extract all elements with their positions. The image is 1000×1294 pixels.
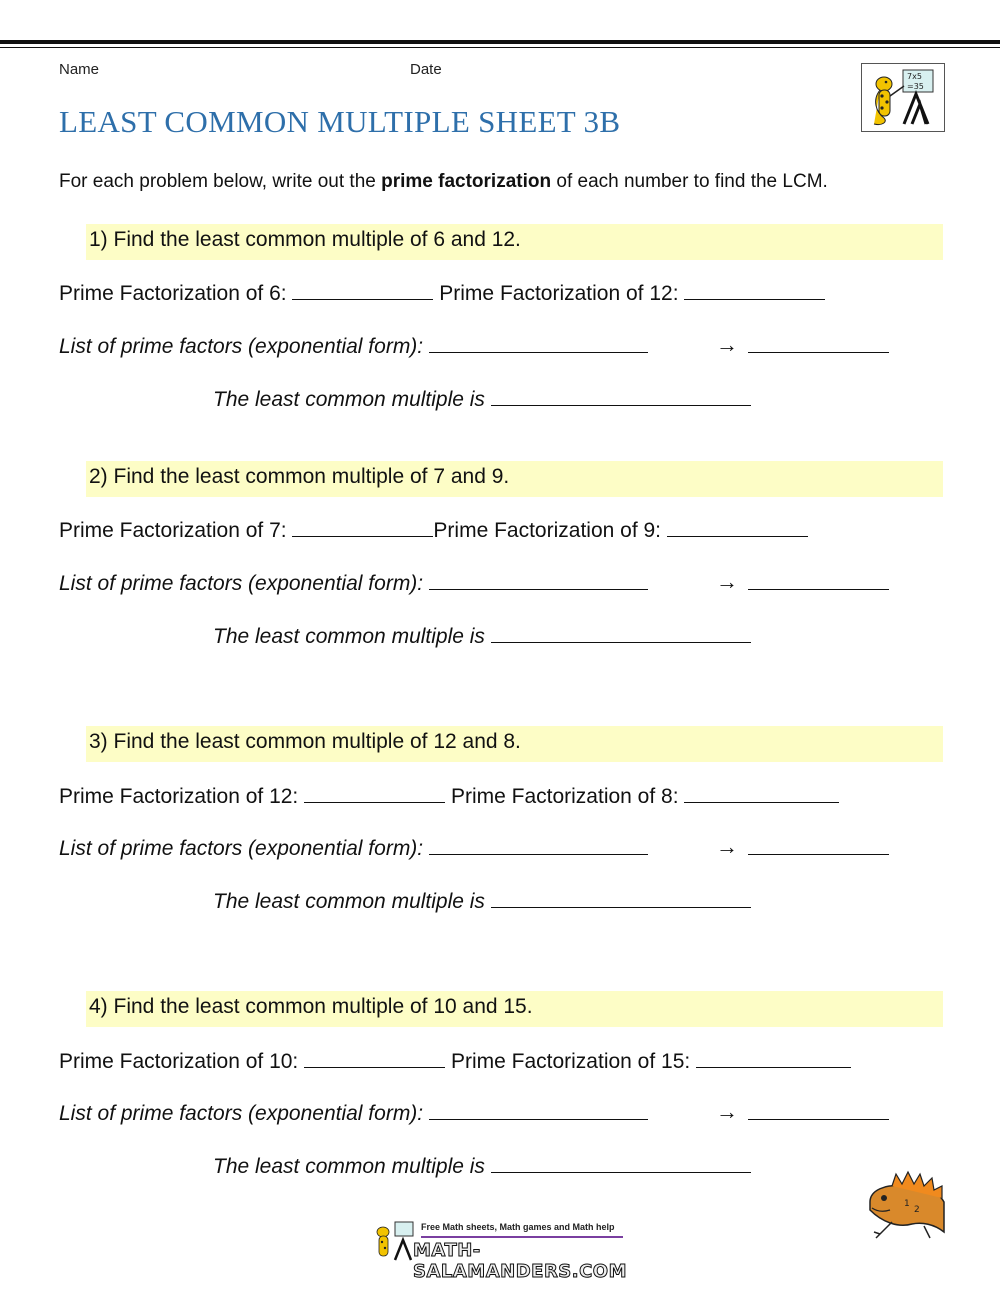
footer-logo[interactable] — [373, 1218, 628, 1282]
answer-blank[interactable] — [429, 334, 648, 353]
svg-text:7x5: 7x5 — [907, 72, 922, 81]
answer-blank[interactable] — [491, 889, 751, 908]
salamander-logo — [861, 63, 945, 132]
prime-factorization-row: Prime Factorization of 6: Prime Factorization of 12: — [59, 281, 825, 306]
prime-list-row: List of prime factors (exponential form): — [59, 571, 648, 596]
answer-blank[interactable] — [748, 1101, 889, 1120]
svg-text:=35: =35 — [907, 82, 924, 91]
answer-blank[interactable] — [748, 334, 889, 353]
prime-factorization-row: Prime Factorization of 12: Prime Factorization of 8: — [59, 784, 839, 809]
lizard-icon — [862, 1162, 946, 1242]
lcm-row: The least common multiple is — [213, 889, 751, 914]
answer-blank[interactable] — [429, 571, 648, 590]
answer-blank[interactable] — [748, 836, 889, 855]
header-rule-thick — [0, 40, 1000, 44]
answer-blank[interactable] — [429, 836, 648, 855]
prime-list-row: List of prime factors (exponential form): — [59, 1101, 648, 1126]
lcm-row: The least common multiple is — [213, 624, 751, 649]
arrow-icon: → — [716, 332, 738, 357]
answer-blank[interactable] — [684, 281, 825, 300]
arrow-icon: → — [716, 569, 738, 594]
answer-blank[interactable] — [667, 518, 808, 537]
answer-blank[interactable] — [491, 624, 751, 643]
answer-blank-wrap — [748, 571, 889, 596]
date-label: Date — [410, 61, 442, 78]
question-text: 2) Find the least common multiple of 7 and 9. — [89, 465, 510, 488]
answer-blank[interactable] — [696, 1049, 851, 1068]
question-text: 1) Find the least common multiple of 6 and 12. — [89, 228, 521, 251]
question-text: 4) Find the least common multiple of 10 and 15. — [89, 995, 533, 1018]
prime-factorization-row: Prime Factorization of 10: Prime Factorization of 15: — [59, 1049, 851, 1074]
svg-text:2: 2 — [914, 1205, 920, 1215]
lcm-row: The least common multiple is — [213, 387, 751, 412]
answer-blank-wrap — [748, 1101, 889, 1126]
prime-factorization-row: Prime Factorization of 7: Prime Factorization of 9: — [59, 518, 808, 543]
answer-blank[interactable] — [748, 571, 889, 590]
prime-list-row: List of prime factors (exponential form): — [59, 836, 648, 861]
footer-brand-name: MATH-SALAMANDERS.COM — [413, 1240, 628, 1282]
header-rule-thin — [0, 47, 1000, 48]
prime-list-row: List of prime factors (exponential form): — [59, 334, 648, 359]
salamander-teacher-icon — [862, 64, 944, 131]
answer-blank[interactable] — [684, 784, 839, 803]
page-title: LEAST COMMON MULTIPLE SHEET 3B — [59, 104, 621, 139]
answer-blank[interactable] — [491, 1154, 751, 1173]
answer-blank[interactable] — [292, 518, 433, 537]
question-text: 3) Find the least common multiple of 12 and 8. — [89, 730, 521, 753]
arrow-icon: → — [716, 834, 738, 859]
footer-tagline: Free Math sheets, Math games and Math help — [421, 1222, 615, 1232]
answer-blank[interactable] — [304, 1049, 445, 1068]
answer-blank[interactable] — [304, 784, 445, 803]
svg-text:1: 1 — [904, 1199, 910, 1209]
instructions: For each problem below, write out the prime factorization of each number to find the LCM. — [59, 171, 828, 192]
answer-blank-wrap — [748, 836, 889, 861]
salamander-footer-icon — [373, 1220, 417, 1262]
name-label: Name — [59, 61, 100, 78]
footer-divider — [421, 1236, 623, 1238]
arrow-icon: → — [716, 1099, 738, 1124]
answer-blank[interactable] — [429, 1101, 648, 1120]
answer-blank[interactable] — [292, 281, 433, 300]
answer-blank[interactable] — [491, 387, 751, 406]
answer-blank-wrap — [748, 334, 889, 359]
lcm-row: The least common multiple is — [213, 1154, 751, 1179]
